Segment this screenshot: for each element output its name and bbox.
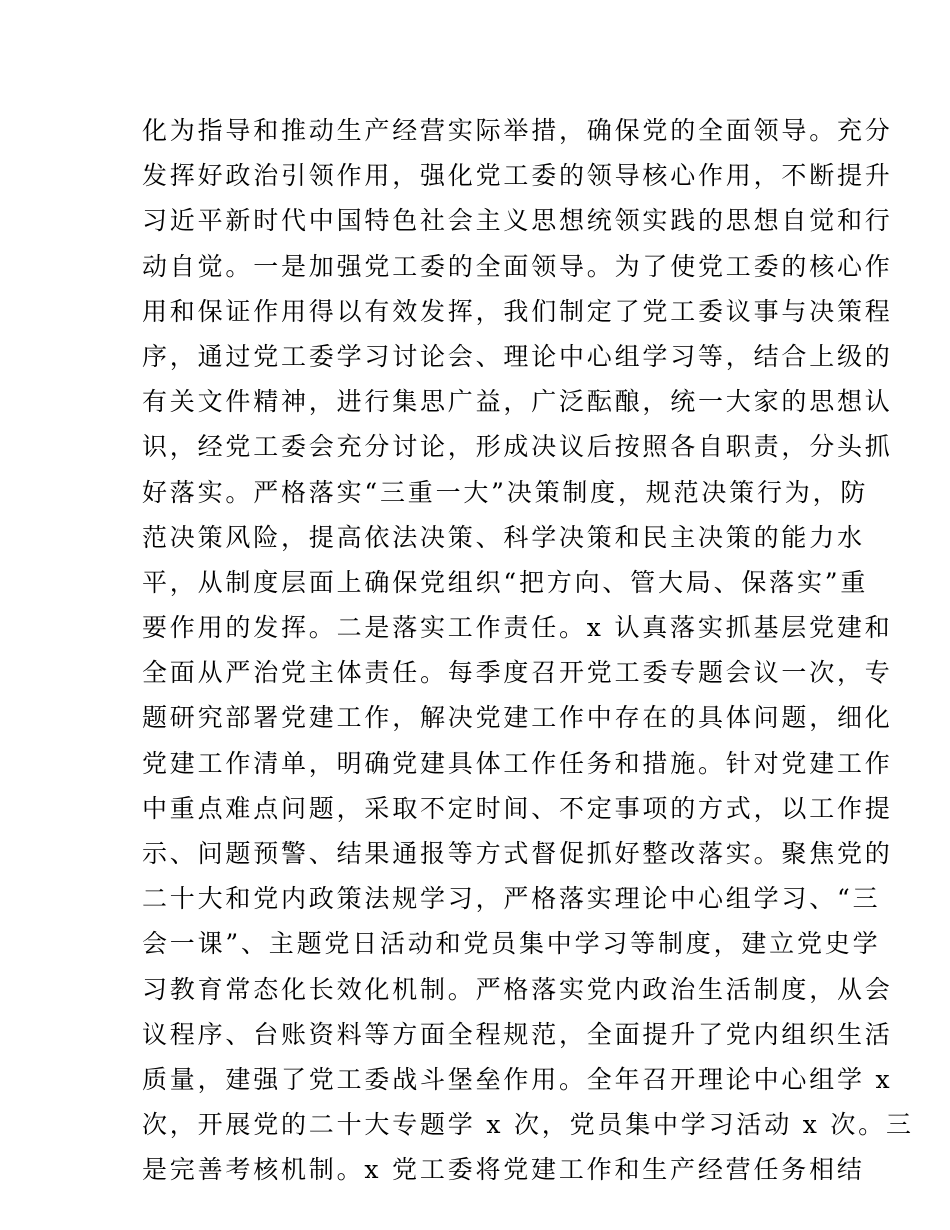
text-line-5: 用和保证作用得以有效发挥，我们制定了党工委议事与决策程	[142, 296, 893, 326]
text-line-1: 化为指导和推动生产经营实际举措，确保党的全面领导。充分	[142, 116, 893, 145]
text-line-22: 质量，建强了党工委战斗堡垒作用。全年召开理论中心组学 x	[142, 1064, 893, 1094]
text-line-12: 要作用的发挥。二是落实工作责任。x 认真落实抓基层党建和	[142, 613, 893, 643]
text-line-13: 全面从严治党主体责任。每季度召开党工委专题会议一次，专	[142, 658, 893, 688]
text-line-16: 中重点难点问题，采取不定时间、不定事项的方式，以工作提	[142, 793, 893, 823]
text-line-17: 示、问题预警、结果通报等方式督促抓好整改落实。聚焦党的	[142, 839, 893, 868]
text-line-7: 有关文件精神，进行集思广益，广泛酝酿，统一大家的思想认	[142, 387, 893, 417]
text-line-10: 范决策风险，提高依法决策、科学决策和民主决策的能力水	[142, 522, 865, 552]
text-line-2: 发挥好政治引领作用，强化党工委的领导核心作用，不断提升	[142, 161, 893, 191]
text-line-8: 识，经党工委会充分讨论，形成决议后按照各自职责，分头抓	[142, 432, 893, 462]
body-text	[142, 108, 914, 1193]
text-line-18: 二十大和党内政策法规学习，严格落实理论中心组学习、“三	[142, 884, 881, 914]
text-line-4: 动自觉。一是加强党工委的全面领导。为了使党工委的核心作	[142, 251, 893, 281]
text-line-11: 平，从制度层面上确保党组织“把方向、管大局、保落实”重	[142, 567, 869, 597]
text-line-14: 题研究部署党建工作，解决党建工作中存在的具体问题，细化	[142, 703, 893, 733]
text-line-9: 好落实。严格落实“三重一大”决策制度，规范决策行为，防	[142, 477, 869, 507]
text-line-23: 次，开展党的二十大专题学 x 次，党员集中学习活动 x 次。三	[142, 1110, 914, 1140]
text-line-15: 党建工作清单，明确党建具体工作任务和措施。针对党建工作	[142, 748, 893, 778]
text-line-21: 议程序、台账资料等方面全程规范，全面提升了党内组织生活	[142, 1019, 893, 1049]
text-line-24: 是完善考核机制。x 党工委将党建工作和生产经营任务相结	[142, 1155, 865, 1185]
text-line-3: 习近平新时代中国特色社会主义思想统领实践的思想自觉和行	[142, 206, 893, 236]
text-line-20: 习教育常态化长效化机制。严格落实党内政治生活制度，从会	[142, 974, 893, 1004]
text-line-6: 序，通过党工委学习讨论会、理论中心组学习等，结合上级的	[142, 341, 893, 371]
text-line-19: 会一课”、主题党日活动和党员集中学习等制度，建立党史学	[142, 929, 881, 959]
